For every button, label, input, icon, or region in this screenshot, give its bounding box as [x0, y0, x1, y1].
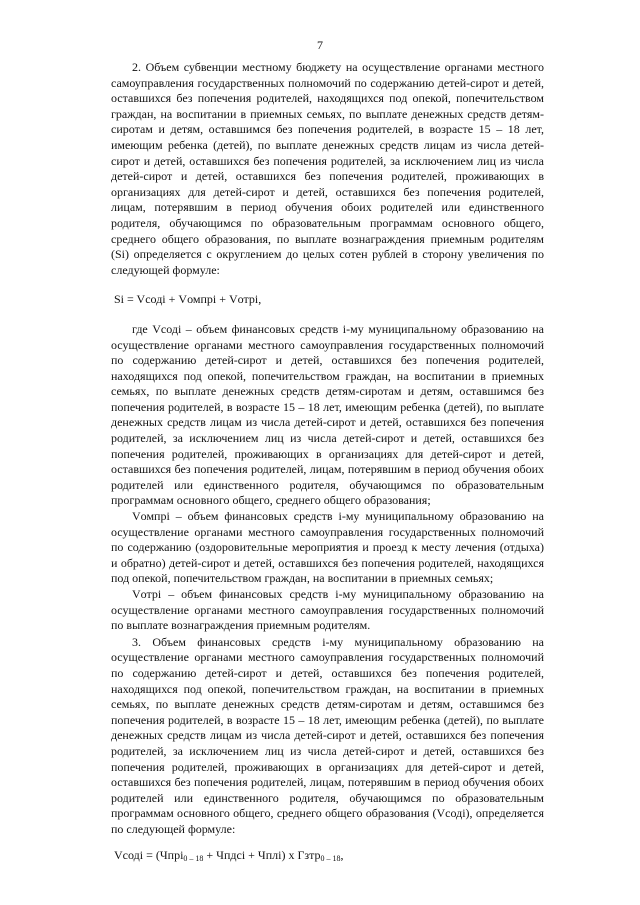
page-number: 7: [317, 38, 323, 52]
formula-vsod-sub1: 0 – 18: [183, 853, 204, 863]
formula-vsod: [111, 848, 544, 864]
formula-vsod-mid: + Чпдсі + Чплі) х Гзтр: [203, 847, 321, 862]
paragraph-vsod-definition: где Vсоді – объем финансовых средств i-му муниципальному образованию на осуществление органами местного самоуправления государственных полномочий по содержанию детей-сирот и детей, оставшихся без попечения родителей, находящихся под опекой, попечительством граждан, на воспитании в приемных семьях, по выплате денежных средств детям-сиротам и детям, оставшимся без попечения родителей, в возрасте 15 – 18 лет, имеющим ребенка (детей), по выплате денежных средств лицам из числа детей-сирот и детей, оставшихся без попечения родителей, за исключением лиц из числа детей-сирот и детей, оставшихся без попечения родителей, проживающих в организациях для детей-сирот и детей, оставшихся без попечения родителей, лицам, потерявшим в период обучения обоих родителей или единственного родителя, обучающимся по образовательным программам основного общего, среднего общего образования;: [111, 321, 544, 508]
paragraph-votr-definition: Vотрі – объем финансовых средств i-му муниципальному образованию на осуществление органами местного самоуправления государственных полномочий по выплате вознаграждения приемным родителям.: [111, 587, 544, 633]
document-body: [111, 60, 544, 863]
formula-si: Si = Vсоді + Vомпрі + Vотрі,: [114, 292, 262, 307]
paragraph-subvention-volume: 2. Объем субвенции местному бюджету на осуществление органами местного самоуправления государственных полномочий по содержанию детей-сирот и детей, оставшихся без попечения родителей, находящихся под опекой, попечительством граждан, на воспитании в приемных семьях, по выплате денежных средств детям-сиротам и детям, оставшимся без попечения родителей, в возрасте 15 – 18 лет, имеющим ребенка (детей), по выплате денежных средств лицам из числа детей-сирот и детей, оставшихся без попечения родителей, за исключением лиц из числа детей-сирот и детей, оставшихся без попечения родителей, проживающих в организациях для детей-сирот и детей, оставшихся без попечения родителей, лицам, потерявшим в период обучения обоих родителей или единственного родителя, обучающимся по образовательным программам основного общего, среднего общего образования, по выплате вознаграждения приемным родителям (Si) определяется с округлением до целых сотен рублей в сторону увеличения по следующей формуле:: [111, 60, 544, 277]
paragraph-vompr-definition: Vомпрі – объем финансовых средств i-му муниципальному образованию на осуществление органами местного самоуправления государственных полномочий по содержанию (оздоровительные мероприятия и проезд к месту лечения (отдыха) и обратно) детей-сирот и детей, оставшихся без попечения родителей, находящихся под опекой, попечительством граждан, на воспитании в приемных семьях;: [111, 509, 544, 586]
paragraph-financial-volume: 3. Объем финансовых средств i-му муниципальному образованию на осуществление органами местного самоуправления государственных полномочий по содержанию детей-сирот и детей, оставшихся без попечения родителей, находящихся под опекой, попечительством граждан, на воспитании в приемных семьях, по выплате денежных средств детям-сиротам и детям, оставшимся без попечения родителей, в возрасте 15 – 18 лет, имеющим ребенка (детей), по выплате денежных средств лицам из числа детей-сирот и детей, оставшихся без попечения родителей, за исключением лиц из числа детей-сирот и детей, оставшихся без попечения родителей, проживающих в организациях для детей-сирот и детей, оставшихся без попечения родителей, лицам, потерявшим в период обучения обоих родителей или единственного родителя, обучающимся по образовательным программам основного общего, среднего общего образования (Vсоді), определяется по следующей формуле:: [111, 634, 544, 836]
formula-vsod-sub2: 0 – 18: [320, 853, 341, 863]
formula-vsod-pre: Vсоді = (Чпрі: [114, 847, 184, 862]
formula-vsod-post: ,: [340, 847, 344, 862]
